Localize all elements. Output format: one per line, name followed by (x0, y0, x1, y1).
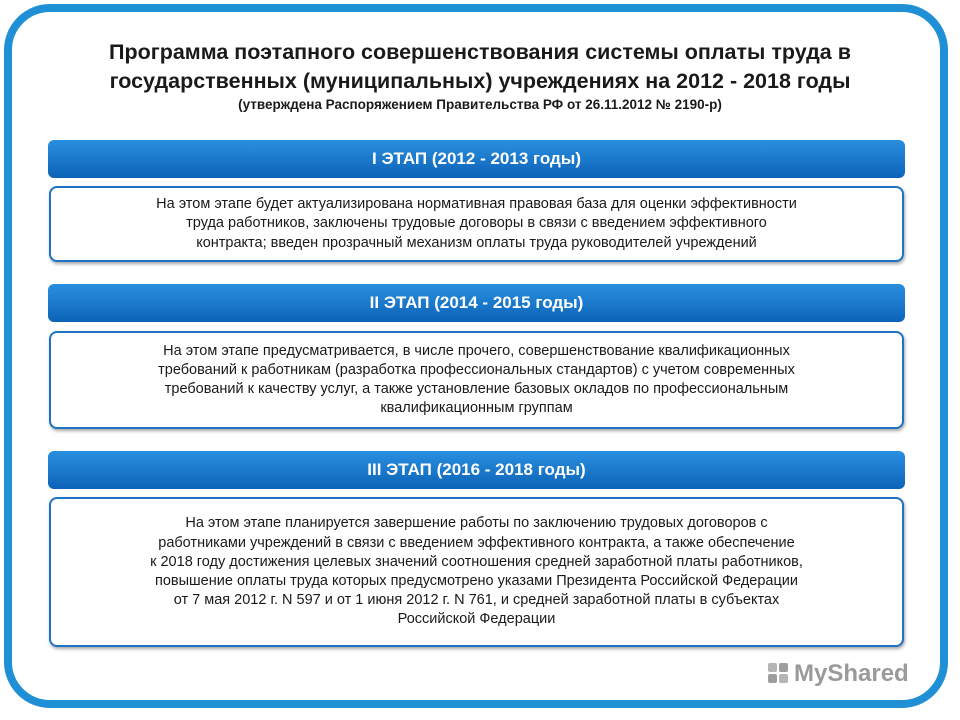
stage-2-line: требований к работникам (разработка профессиональных стандартов) с учетом современных (158, 361, 795, 378)
stage-3-description (49, 497, 904, 647)
stage-3-line: повышение оплаты труда которых предусмотрено указами Президента Российской Федерации (155, 573, 798, 589)
stage-3-line: работниками учреждений в связи с введением эффективного контракта, а также обеспечение (158, 534, 795, 551)
stage-3-line: от 7 мая 2012 г. N 597 и от 1 июня 2012 г. N 761, и средней заработной платы в субъектах (173, 592, 780, 609)
watermark-text: MyShared (794, 660, 909, 687)
myshared-logo-icon (768, 663, 790, 685)
stage-2-heading: II ЭТАП (2014 - 2015 годы) (48, 284, 905, 322)
stage-1-line: контракта; введен прозрачный механизм оплаты труда руководителей учреждений (196, 234, 757, 251)
stage-3-heading: III ЭТАП (2016 - 2018 годы) (48, 451, 905, 489)
stage-1-description (49, 186, 904, 262)
watermark-logo (768, 660, 909, 688)
title-line-2: государственных (муниципальных) учреждениях на 2012 - 2018 годы (109, 69, 851, 93)
stage-2-description (49, 331, 904, 429)
stage-3-line: к 2018 году достижения целевых значений соотношения средней заработной платы работников, (150, 553, 803, 570)
stage-3-line: На этом этапе планируется завершение работы по заключению трудовых договоров с (185, 515, 768, 532)
stage-1-line: На этом этапе будет актуализирована нормативная правовая база для оценки эффективности (156, 196, 797, 213)
slide-title (40, 38, 920, 113)
stage-1-line: труда работников, заключены трудовые договоры в связи с введением эффективного (186, 215, 767, 232)
title-line-1: Программа поэтапного совершенствования системы оплаты труда в (109, 40, 851, 64)
stage-2-line: квалификационным группам (380, 400, 573, 417)
stage-1-heading: I ЭТАП (2012 - 2013 годы) (48, 140, 905, 178)
stage-2-line: требований к качеству услуг, а также установление базовых окладов по профессиональным (164, 381, 789, 397)
title-subtitle: (утверждена Распоряжением Правительства РФ от 26.11.2012 № 2190-р) (238, 97, 722, 112)
stage-3-line: Российской Федерации (397, 611, 556, 628)
stage-2-line: На этом этапе предусматривается, в числе прочего, совершенствование квалификационных (163, 342, 790, 359)
